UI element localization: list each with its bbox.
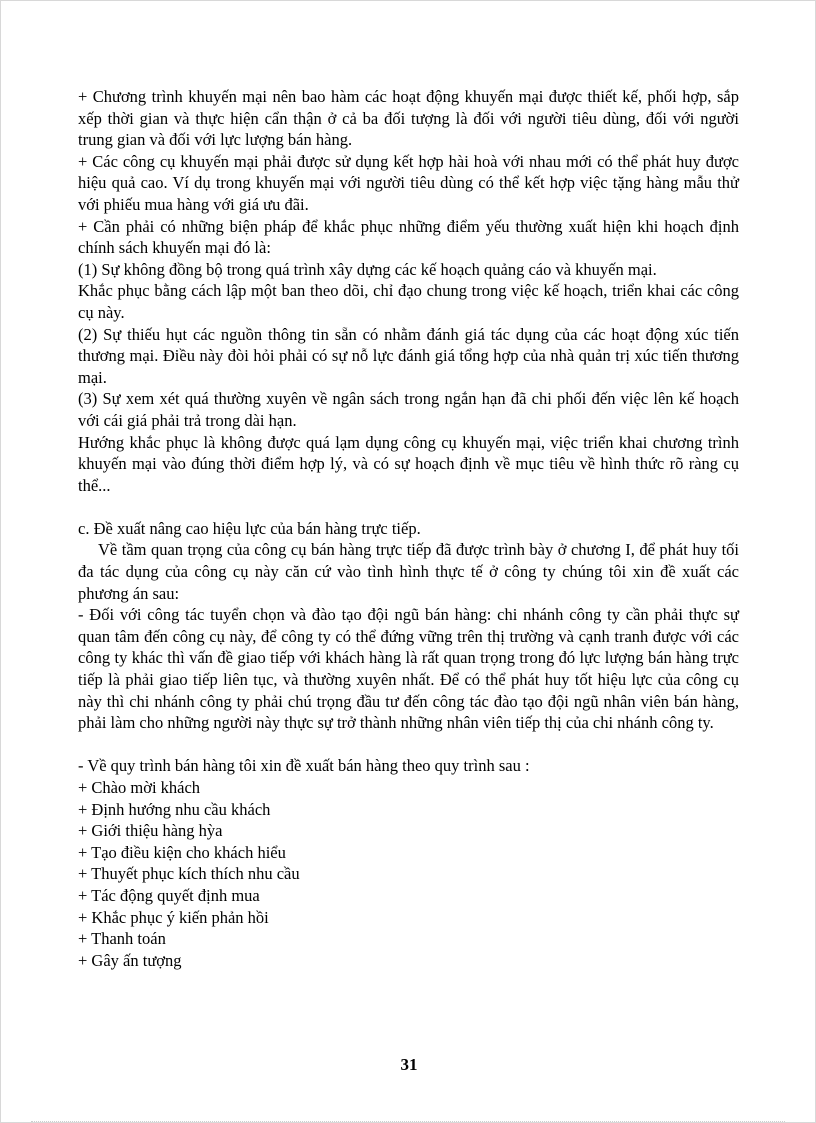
list-item: + Chào mời khách <box>78 778 201 797</box>
paragraph: + Các công cụ khuyến mại phải được sử dụng kết hợp hài hoà với nhau mới có thể phát huy được hiệu quả cao. Ví dụ trong khuyến mại với người tiêu dùng có thể kết hợp việc tặng hàng mẫu thử với phiếu mua hàng với giá ưu đãi. <box>78 151 739 214</box>
list-item: + Định hướng nhu cầu khách <box>78 799 271 819</box>
process-intro: - Về quy trình bán hàng tôi xin đề xuất bán hàng theo quy trình sau : <box>78 756 530 776</box>
spacer <box>78 496 739 518</box>
paragraph: (3) Sự xem xét quá thường xuyên về ngân sách trong ngắn hạn đã chi phối đến việc lên kế hoạch với cái giá phải trả trong dài hạn. <box>78 389 739 430</box>
paragraph: Khắc phục bằng cách lập một ban theo dõi, chỉ đạo chung trong việc kế hoạch, triển khai các công cụ này. <box>78 281 739 322</box>
section-heading: c. Đề xuất nâng cao hiệu lực của bán hàng trực tiếp. <box>78 518 421 538</box>
footer-divider <box>31 1121 785 1122</box>
page-content <box>78 86 739 971</box>
list-item: + Thanh toán <box>78 929 166 949</box>
paragraph: (1) Sự không đồng bộ trong quá trình xây dựng các kế hoạch quảng cáo và khuyến mại. <box>78 259 657 279</box>
section-intro: Về tầm quan trọng của công cụ bán hàng trực tiếp đã được trình bày ở chương I, để phát huy tối đa tác dụng của công cụ này căn cứ vào tình hình thực tế ở công ty chúng tôi xin đề xuất các phương án sau: <box>78 540 739 603</box>
list-item: + Giới thiệu hàng hỳa <box>78 821 223 841</box>
list-item: + Tạo điều kiện cho khách hiểu <box>78 842 286 862</box>
list-item: + Thuyết phục kích thích nhu cầu <box>78 864 300 884</box>
page-number: 31 <box>400 1055 418 1074</box>
list-item: + Khắc phục ý kiến phản hồi <box>78 907 269 927</box>
list-item: + Gây ấn tượng <box>78 950 182 970</box>
paragraph: + Cần phải có những biện pháp để khắc phục những điểm yếu thường xuất hiện khi hoạch định chính sách khuyến mại đó là: <box>78 216 739 258</box>
paragraph: (2) Sự thiếu hụt các nguồn thông tin sẵn có nhằm đánh giá tác dụng của các hoạt động xúc tiến thương mại. Điều này đòi hỏi phải có sự nỗ lực đánh giá tổng hợp của nhà quản trị xúc tiến thương mại. <box>78 324 739 387</box>
paragraph: + Chương trình khuyến mại nên bao hàm các hoạt động khuyến mại được thiết kế, phối hợp, sắp xếp thời gian và thực hiện cẩn thận ở cả ba đối tượng là đối với người tiêu dùng, đối với người trung gian và đối với lực lượng bán hàng. <box>78 87 739 150</box>
spacer <box>78 734 739 756</box>
paragraph: Hướng khắc phục là không được quá lạm dụng công cụ khuyến mại, việc triển khai chương trình khuyến mại vào đúng thời điểm hợp lý, và có sự hoạch định về mục tiêu về hình thức rõ ràng cụ thể... <box>78 432 739 495</box>
recruitment-paragraph: - Đối với công tác tuyển chọn và đào tạo đội ngũ bán hàng: chi nhánh công ty cần phải thực sự quan tâm đến công cụ này, để công ty có thể đứng vững trên thị trường và cạnh tranh được với các công ty khác thì vấn đề giao tiếp với khách hàng là rất quan trọng trong đó lực lượng bán hàng trực tiếp là phải giao tiếp liên tục, và thường xuyên nhất. Để có thể phát huy tốt hiệu lực của công cụ này thì chi nhánh công ty phải chú trọng đầu tư đến công tác đào tạo đội ngũ nhân viên bán hàng, phải làm cho những người này thực sự trở thành những nhân viên tiếp thị của chi nhánh công ty. <box>78 605 739 733</box>
list-item: + Tác động quyết định mua <box>78 885 260 905</box>
process-steps-list <box>78 777 739 971</box>
